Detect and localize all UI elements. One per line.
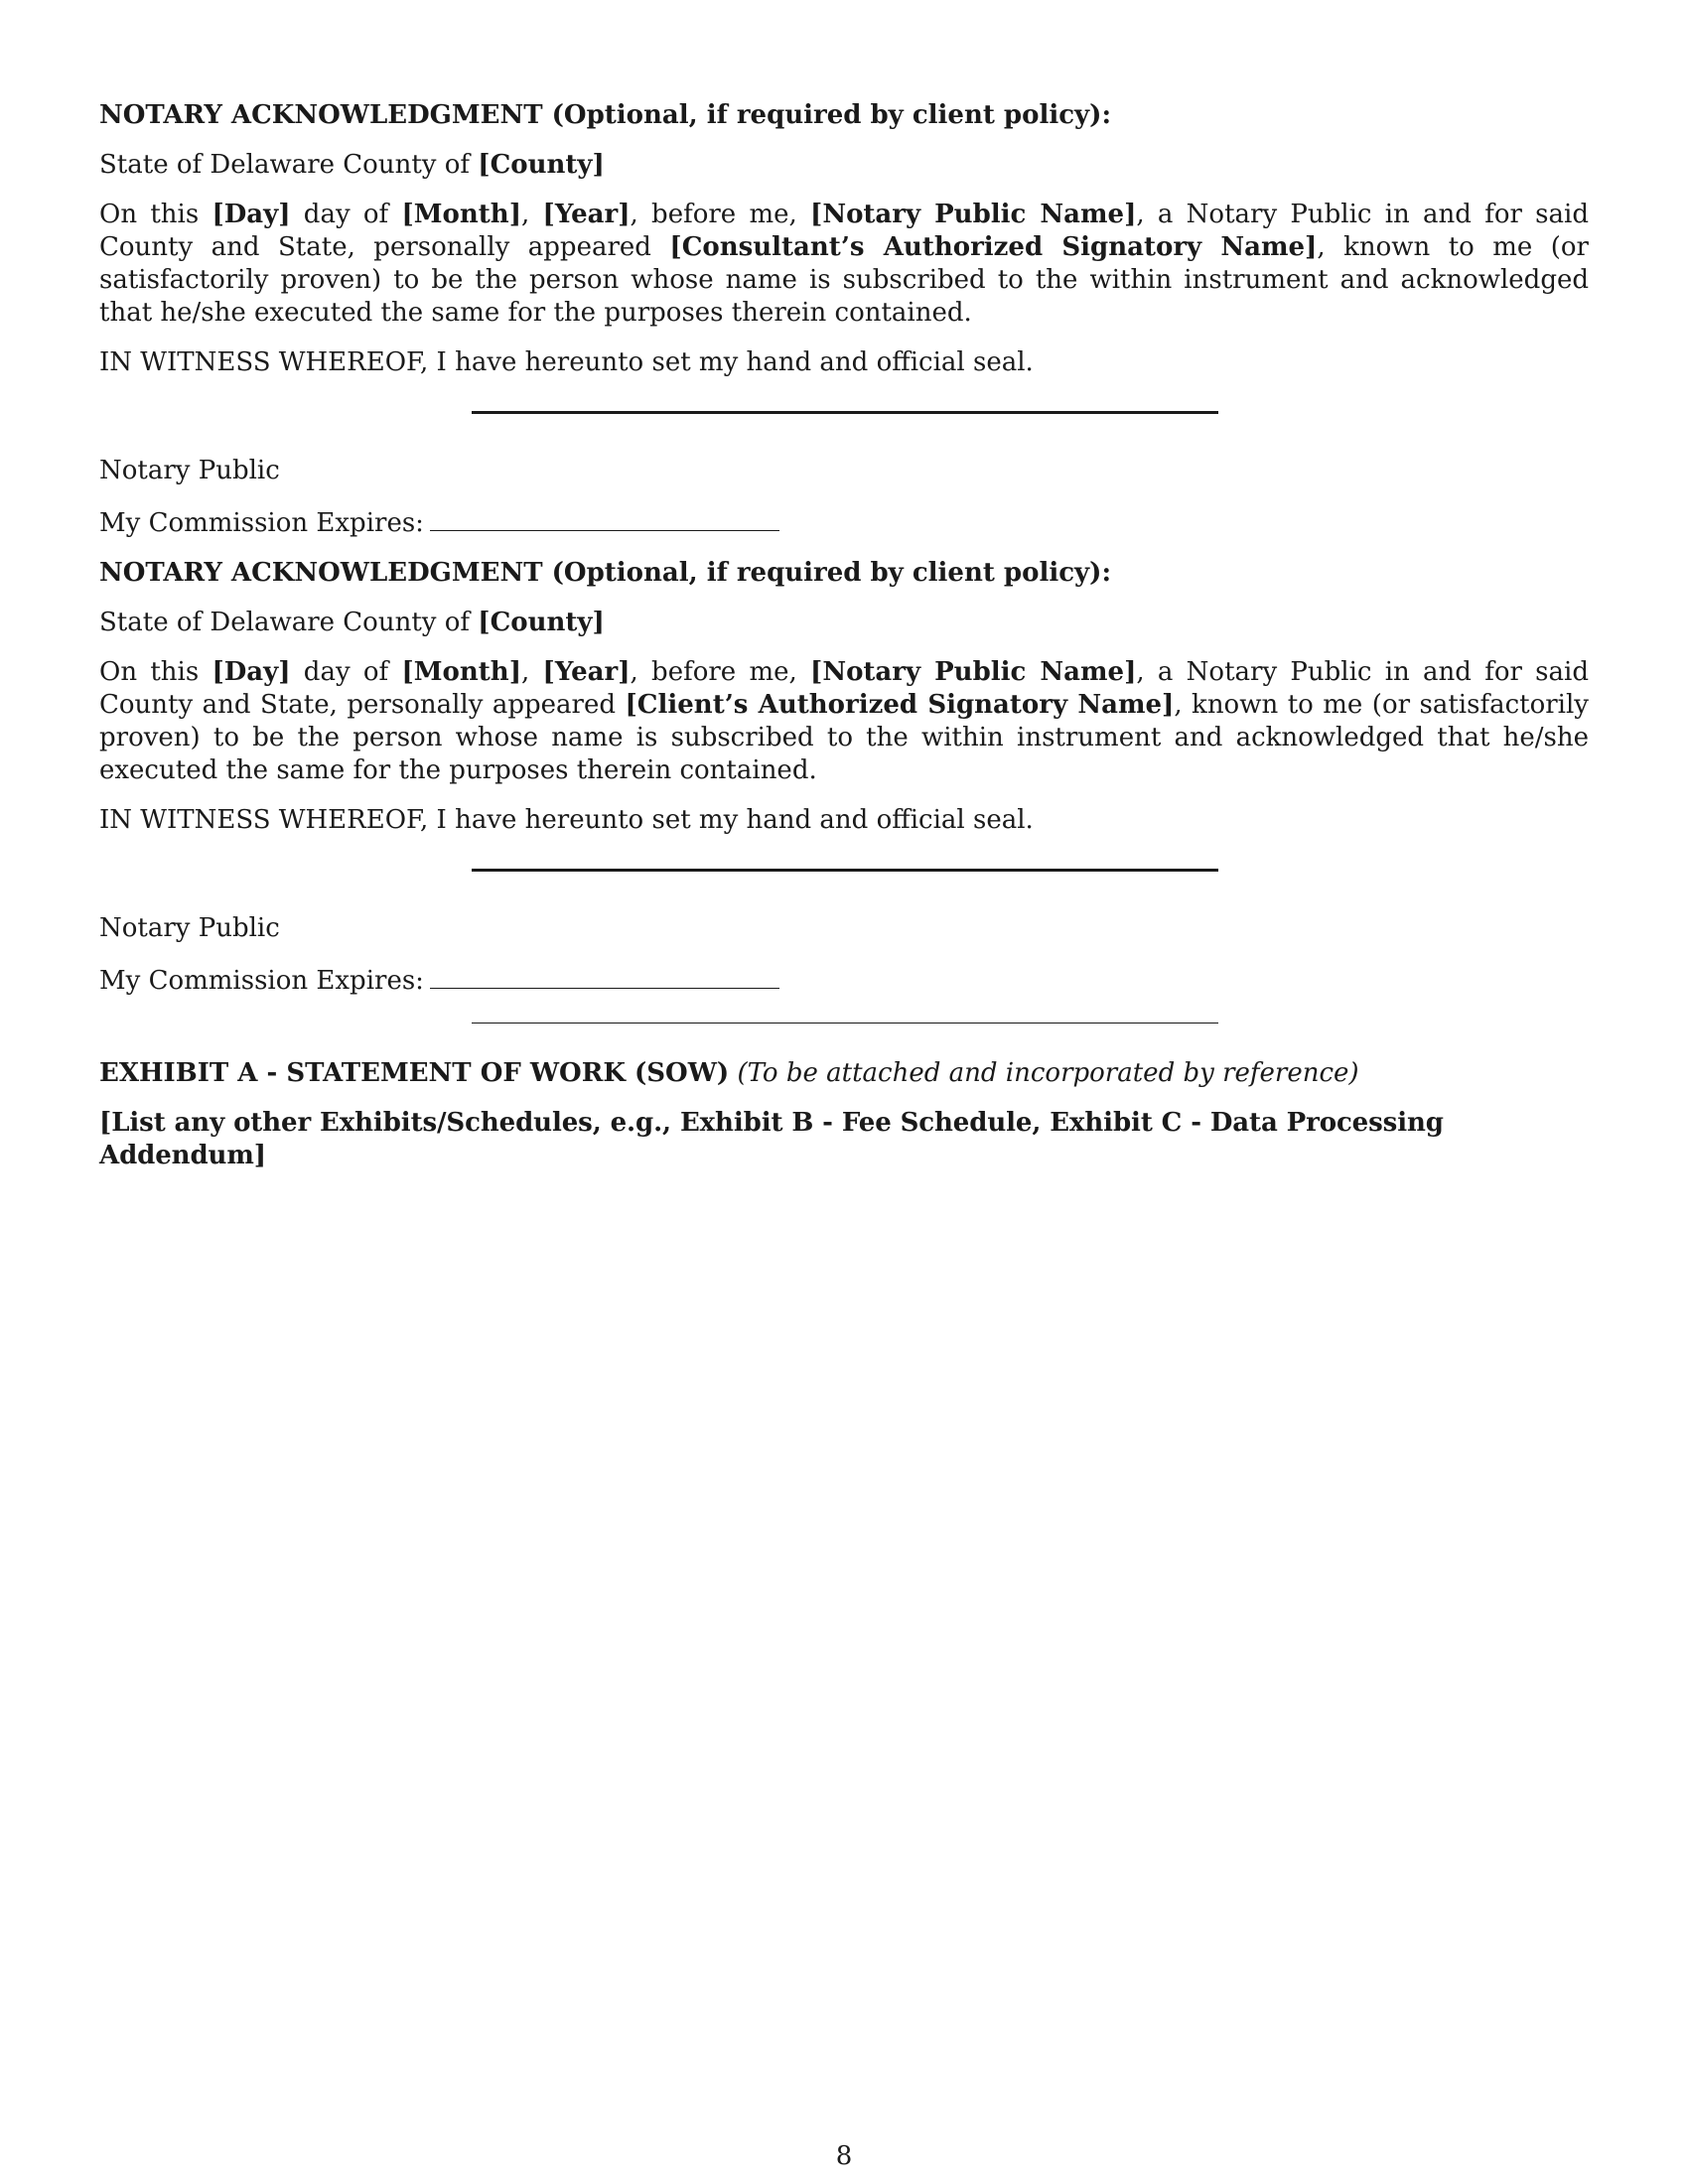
day-placeholder: [Day]: [211, 200, 291, 229]
notary-acknowledgment-consultant: [99, 99, 1589, 540]
commission-expires-line: My Commission Expires:: [99, 962, 1589, 998]
state-county-line: State of Delaware County of [County]: [99, 608, 605, 637]
commission-date-blank: [430, 504, 779, 531]
day-placeholder: [Day]: [211, 657, 291, 687]
acknowledgment-paragraph: On this [Day] day of [Month], [Year], before me, [Notary Public Name], a Notary Public in and for said County and State, personally appeared [Client’s Authorized Signatory Name], known to me (or satisfactorily proven) to be the person whose name is subscribed to the within instrument and acknowledged that he/she executed the same for the purposes therein contained.: [99, 657, 1589, 785]
notary-name-placeholder: [Notary Public Name]: [810, 657, 1137, 687]
section-divider-area: [99, 998, 1589, 1057]
signature-area: [99, 837, 1589, 912]
other-exhibits-list: [List any other Exhibits/Schedules, e.g., Exhibit B - Fee Schedule, Exhibit C - Data Processing Addendum]: [99, 1108, 1444, 1170]
document-page: [99, 99, 1589, 1172]
notary-public-label: Notary Public: [99, 456, 280, 485]
section-heading: NOTARY ACKNOWLEDGMENT (Optional, if required by client policy):: [99, 100, 1112, 130]
month-placeholder: [Month]: [401, 200, 521, 229]
section-divider: [472, 1023, 1218, 1024]
witness-statement: IN WITNESS WHEREOF, I have hereunto set my hand and official seal.: [99, 805, 1034, 835]
notary-acknowledgment-client: [99, 557, 1589, 998]
signature-line: [472, 411, 1218, 414]
signature-area: [99, 379, 1589, 455]
commission-date-blank: [430, 962, 779, 989]
county-placeholder: [County]: [478, 150, 605, 180]
commission-expires-line: My Commission Expires:: [99, 504, 1589, 540]
county-placeholder: [County]: [478, 608, 605, 637]
state-county-line: State of Delaware County of [County]: [99, 150, 605, 180]
signatory-placeholder: [Consultant’s Authorized Signatory Name]: [669, 232, 1318, 262]
month-placeholder: [Month]: [401, 657, 521, 687]
exhibit-a-note: (To be attached and incorporated by reference): [737, 1058, 1359, 1088]
notary-public-label: Notary Public: [99, 913, 280, 943]
year-placeholder: [Year]: [542, 657, 631, 687]
year-placeholder: [Year]: [542, 200, 631, 229]
witness-statement: IN WITNESS WHEREOF, I have hereunto set my hand and official seal.: [99, 347, 1034, 377]
acknowledgment-paragraph: On this [Day] day of [Month], [Year], before me, [Notary Public Name], a Notary Public in and for said County and State, personally appeared [Consultant’s Authorized Signatory Name], known to me (or satisfactorily proven) to be the person whose name is subscribed to the within instrument and acknowledged that he/she executed the same for the purposes therein contained.: [99, 200, 1589, 328]
exhibit-a-title: EXHIBIT A - STATEMENT OF WORK (SOW) (To be attached and incorporated by reference): [99, 1058, 1359, 1088]
signature-line: [472, 869, 1218, 872]
page-number: 8: [835, 2141, 853, 2171]
notary-name-placeholder: [Notary Public Name]: [810, 200, 1137, 229]
section-heading: NOTARY ACKNOWLEDGMENT (Optional, if required by client policy):: [99, 558, 1112, 588]
signatory-placeholder: [Client’s Authorized Signatory Name]: [625, 690, 1175, 720]
